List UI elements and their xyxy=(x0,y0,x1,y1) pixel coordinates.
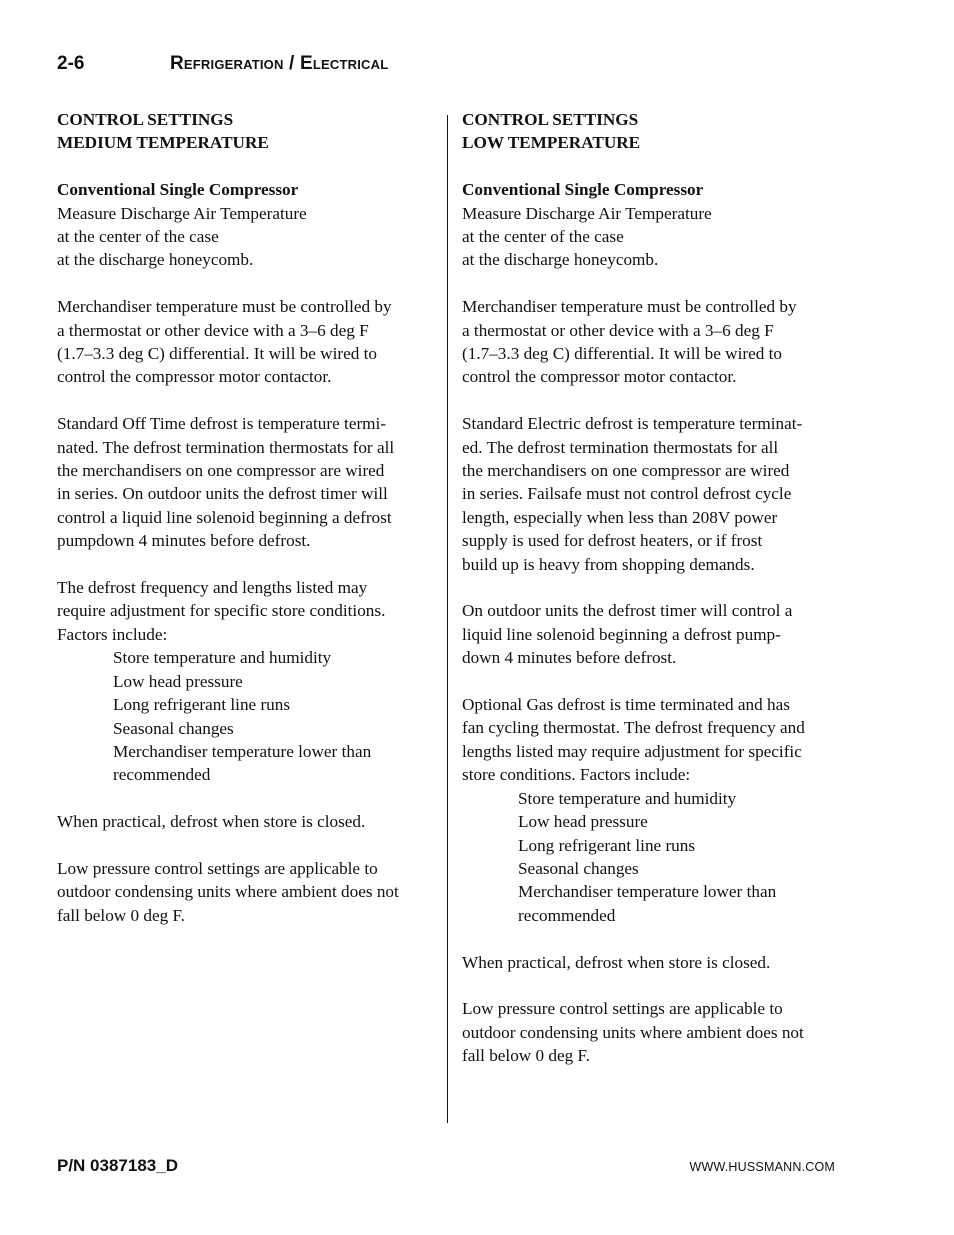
text-line: a thermostat or other device with a 3–6 deg F xyxy=(57,320,369,340)
factor-item: Long refrigerant line runs xyxy=(518,835,696,855)
text-line: a thermostat or other device with a 3–6 deg F xyxy=(462,320,774,340)
factor-item: Merchandiser temperature lower than xyxy=(518,882,777,902)
factor-item: Seasonal changes xyxy=(113,718,234,738)
text-line: Low pressure control settings are applicable to xyxy=(57,858,378,878)
column-title-line: LOW TEMPERATURE xyxy=(462,133,641,153)
page-number: 2-6 xyxy=(57,53,85,74)
text-line: control the compressor motor contactor. xyxy=(57,367,332,387)
text-line: (1.7–3.3 deg C) differential. It will be wired to xyxy=(57,344,377,364)
text-line: at the center of the case xyxy=(462,227,624,247)
text-line: store conditions. Factors include: xyxy=(462,765,691,785)
medium-temperature-column xyxy=(57,108,435,927)
text-line: in series. On outdoor units the defrost timer will xyxy=(57,484,388,504)
text-line: nated. The defrost termination thermostats for all xyxy=(57,437,395,457)
factor-item: Store temperature and humidity xyxy=(518,788,737,808)
column-title-line: CONTROL SETTINGS xyxy=(57,110,234,129)
text-line: lengths listed may require adjustment for specific xyxy=(462,741,802,761)
text-line: Factors include: xyxy=(57,624,168,644)
text-line: the merchandisers on one compressor are wired xyxy=(57,461,385,481)
factor-item: Store temperature and humidity xyxy=(113,648,332,668)
factor-item: recommended xyxy=(518,905,616,925)
text-line: down 4 minutes before defrost. xyxy=(462,648,677,668)
text-line: The defrost frequency and lengths listed may xyxy=(57,578,368,598)
text-line: at the center of the case xyxy=(57,227,219,247)
subheading: Conventional Single Compressor xyxy=(57,180,299,200)
text-line: liquid line solenoid beginning a defrost pump- xyxy=(462,624,781,644)
part-number: P/N 0387183_D xyxy=(57,1156,178,1175)
column-title-line: MEDIUM TEMPERATURE xyxy=(57,133,269,153)
text-line: supply is used for defrost heaters, or if frost xyxy=(462,531,763,551)
column-title-line: CONTROL SETTINGS xyxy=(462,110,639,129)
factor-item: Merchandiser temperature lower than xyxy=(113,741,372,761)
text-line: outdoor condensing units where ambient does not xyxy=(462,1022,804,1042)
text-line: control the compressor motor contactor. xyxy=(462,367,737,387)
website-link: WWW.HUSSMANN.COM xyxy=(689,1160,835,1174)
text-line: Merchandiser temperature must be controlled by xyxy=(57,297,392,317)
text-line: at the discharge honeycomb. xyxy=(57,250,254,270)
text-line: build up is heavy from shopping demands. xyxy=(462,554,755,574)
text-line: the merchandisers on one compressor are wired xyxy=(462,461,790,481)
text-line: When practical, defrost when store is closed. xyxy=(462,952,771,972)
text-line: pumpdown 4 minutes before defrost. xyxy=(57,531,311,551)
text-line: Measure Discharge Air Temperature xyxy=(57,203,307,223)
subheading: Conventional Single Compressor xyxy=(462,180,704,200)
text-line: Optional Gas defrost is time terminated and has xyxy=(462,695,790,715)
text-line: require adjustment for specific store conditions. xyxy=(57,601,386,621)
factor-item: Seasonal changes xyxy=(518,858,639,878)
text-line: (1.7–3.3 deg C) differential. It will be wired to xyxy=(462,344,782,364)
text-line: When practical, defrost when store is closed. xyxy=(57,812,366,832)
text-line: outdoor condensing units where ambient does not xyxy=(57,882,399,902)
text-line: Standard Off Time defrost is temperature termi- xyxy=(57,414,387,434)
factor-item: Low head pressure xyxy=(113,671,243,691)
section-title: Refrigeration / Electrical xyxy=(170,53,389,74)
text-line: On outdoor units the defrost timer will control a xyxy=(462,601,793,621)
text-line: fall below 0 deg F. xyxy=(462,1046,590,1066)
factor-item: Low head pressure xyxy=(518,812,648,832)
factor-item: Long refrigerant line runs xyxy=(113,695,291,715)
page-header xyxy=(57,53,388,75)
text-line: Merchandiser temperature must be controlled by xyxy=(462,297,797,317)
text-line: control a liquid line solenoid beginning a defrost xyxy=(57,507,392,527)
text-line: fall below 0 deg F. xyxy=(57,905,185,925)
column-divider xyxy=(447,115,448,1123)
text-line: ed. The defrost termination thermostats for all xyxy=(462,437,779,457)
factor-item: recommended xyxy=(113,765,211,785)
text-line: fan cycling thermostat. The defrost frequency and xyxy=(462,718,805,738)
text-line: Measure Discharge Air Temperature xyxy=(462,203,712,223)
text-line: length, especially when less than 208V power xyxy=(462,507,778,527)
low-temperature-column xyxy=(462,108,847,1068)
text-line: Standard Electric defrost is temperature terminat- xyxy=(462,414,803,434)
text-line: at the discharge honeycomb. xyxy=(462,250,659,270)
text-line: Low pressure control settings are applicable to xyxy=(462,999,783,1019)
text-line: in series. Failsafe must not control defrost cycle xyxy=(462,484,792,504)
